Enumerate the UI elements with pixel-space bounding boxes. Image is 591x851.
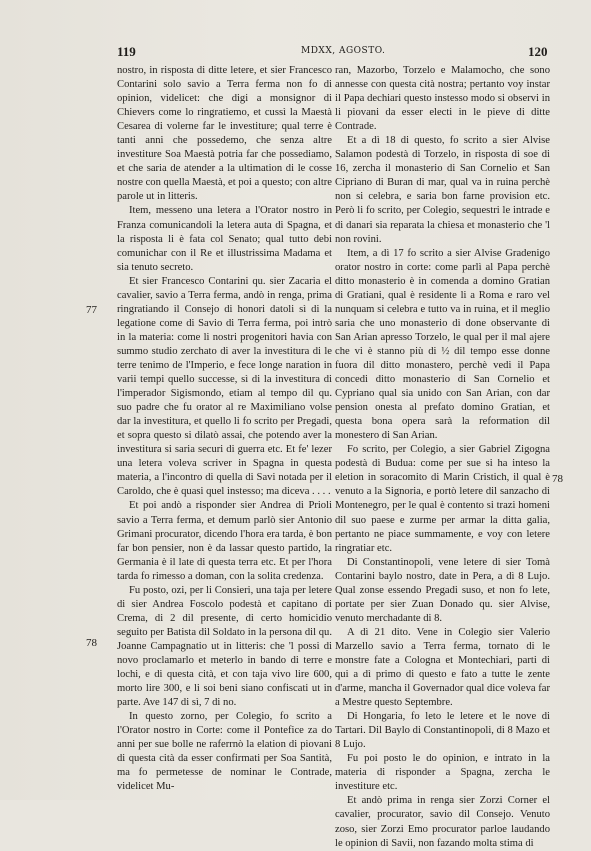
paragraph: Di Constantinopoli, vene letere di sier Tomà Contarini baylo nostro, date in Pera, a dì 8 Lujo. Qual zonse essendo Pregadi suso, et non fo lete, portate per sier Zuan Donado qu. sier Alvise, venuto merchadante di 8. (335, 556, 550, 624)
running-title: MDXX, AGOSTO. (301, 46, 386, 56)
page-header (0, 44, 591, 60)
paragraph: Et poi andò a risponder sier Andrea di Prioli savio a Terra ferma, et demum parlò sier Antonio Grimani procurator, dicendo l'hora era tarda, è bon far bon pensier, non è da lassar questo partido, la Germania è il late di questa terra etc. Et per l'hora tarda fo rimesso a doman, con la solita credenza. (117, 500, 332, 582)
paragraph: Di Hongaria, fo leto le letere et le nove di Tartari. Dil Baylo di Constantinopoli, di 8 Mazo et 8 Lujo. (335, 711, 550, 751)
margin-note-left-a: 77 (86, 304, 97, 316)
paragraph: A dì 21 dito. Vene in Colegio sier Valerio Marzello savio a Terra ferma, tornato di le monstre fate a Cologna et Montechiari, parti di qui a dì primo di questo e fato a tutte le zente d'arme, mancha il Governador qual dice voleva far a Mestre questo Septembre. (335, 626, 550, 709)
paragraph: In questo zorno, per Colegio, fo scrito a l'Orator nostro in Corte: come il Pontefice za do anni per sue bolle ne raferrnò la elation di piovani di questa cità da esser confirmati per Soa Santità, ma fo permetesse de nominar le Contrade, videlicet Mu- (117, 711, 332, 793)
margin-note-right-a: 78 (552, 473, 563, 485)
paragraph: Fu poi posto le do opinion, e intrato in la materia di risponder a Spagna, zercha le investiture etc. (335, 753, 550, 793)
paragraph: Item, messeno una letera a l'Orator nostro in Franza comunicandoli la letera auta di Spagna, et la risposta li è fata col Senato; qual tutto debi comunichar con il Re et illustrissima Madama et sia tenuto secreto. (117, 205, 332, 273)
paragraph: Item, a dì 17 fo scrito a sier Alvise Gradenigo orator nostro in corte: come parlì al Papa perchè ditto monasterio è in comenda a domino Gratian di Gratiani, qual è residente li a Roma e raro vel nunquam si celebra e tutto va in ruina, et il meglio saria che uno monasterio di done observante di San Arian apresso Torzelo, le qual per il mal ajere che vi è stanno più di ½ dil tempo esse donne fuora dil ditto monastero, perchè vedi il Papa concedi ditto monasterio di San Cornelio et Cypriano qual sia unido con San Arian, con dar pension onesta al prefato domino Gratian, et questa bona opera sarà la reformation dil monestero di San Arian. (335, 247, 550, 442)
right-text-column (335, 64, 550, 851)
left-text-column (117, 64, 332, 794)
paragraph: Et andò prima in renga sier Zorzi Corner el cavalier, procurator, savio dil Consejo. Venuto zoso, sier Zorzi Emo procurator parloe laudando le opinion di Savii, non fazando molta stima di (335, 795, 550, 849)
page-number-right: 120 (528, 44, 548, 59)
paragraph: Fo scrito, per Colegio, a sier Gabriel Zigogna podestà di Budua: come per sue si ha inteso la eletion in soracomito di Marin Cristich, il qual è venuto a la Signoria, e portò letere dil sanzacho di Montenegro, per le qual è contento si trazi homeni dil suo paese e zurme per armar la ditta galia, pertanto ne piace summamente, e voy con letere ringratiar etc. (335, 444, 550, 554)
paragraph: ran, Mazorbo, Torzelo e Malamocho, che sono annesse con questa cità nostra; pertanto voy instar il Papa dechiari questo instesso modo si observi in li piovani da esser electi in le pieve di ditte Contrade. (335, 65, 550, 133)
paragraph: nostro, in risposta di ditte letere, et sier Francesco Contarini solo savio a Terra ferma non fo di opinion, videlicet: che digi a monsignor di Chievers come lo ringratiemo, et cussì la Maestà Cesarea di volerne far le investiture; qual terre è tanti anni che possedemo, che senza altre investiture Soa Maestà potria far che possediamo, et che saria de atender a la ultimation di le cosse nostre con quella Maestà, et poi a questo; con altre parole ut in litteris. (117, 65, 332, 203)
margin-note-left-b: 78 (86, 637, 97, 649)
paragraph: Fu posto, ozi, per li Consieri, una taja per letere di sier Andrea Foscolo podestà et capitano di Crema, di 2 dil presente, di certo homicidio seguito per Batista dil Soldato in la persona dil qu. Joanne Campagnatio ut in litteris: che 'l possi di novo proclamarlo et meterlo in bando di terre e lochi, e di questa cità, et con taja vivo lire 600, morto lire 300, e li soi beni siano confiscati ut in parte. Ave 147 di sì, 7 di no. (117, 584, 332, 709)
page-number-left: 119 (117, 44, 136, 59)
paragraph: Et a dì 18 di questo, fo scrito a sier Alvise Salamon podestà di Torzelo, in risposta di soe di 16, zercha il monasterio di San Cornelio et San Cipriano di Buran di mar, qual va in ruina perchè non si celebra, e saria bon farne provision etc. Però li fo scrito, per Colegio, sequestri le intrade e di danari sia reparata la chiesa et monasterio che 'l non rovini. (335, 135, 550, 245)
paragraph: Et sier Francesco Contarini qu. sier Zacaria el cavalier, savio a Terra ferma, andò in renga, prima ringratiando il Consejo di honori datoli sì di la legatione come di Savio di Terra ferma, poi intrò in la materia: come li nostri progenitori havia con summo studio zerchato di aver la investitura di le terre tenimo de l'Imperio, e fece longe naration in varii tempi quello successe, sì di la investitura di l'imperador Sigismondo, etiam al tempo dil qu. suo padre che fu orator al re Maximiliano volse dar la investitura, et quello li fo scrito per Pregadi, et sopra questo si dilatò assai, che potendo aver la investitura si saria securi di guerra etc. Et fe' lezer una letera voleva scriver in Spagna in questa materia, a l'incontro di quella di Savi notada per il Caroldo, che è quasi quel instesso; ma diceva . . . . (117, 275, 332, 498)
